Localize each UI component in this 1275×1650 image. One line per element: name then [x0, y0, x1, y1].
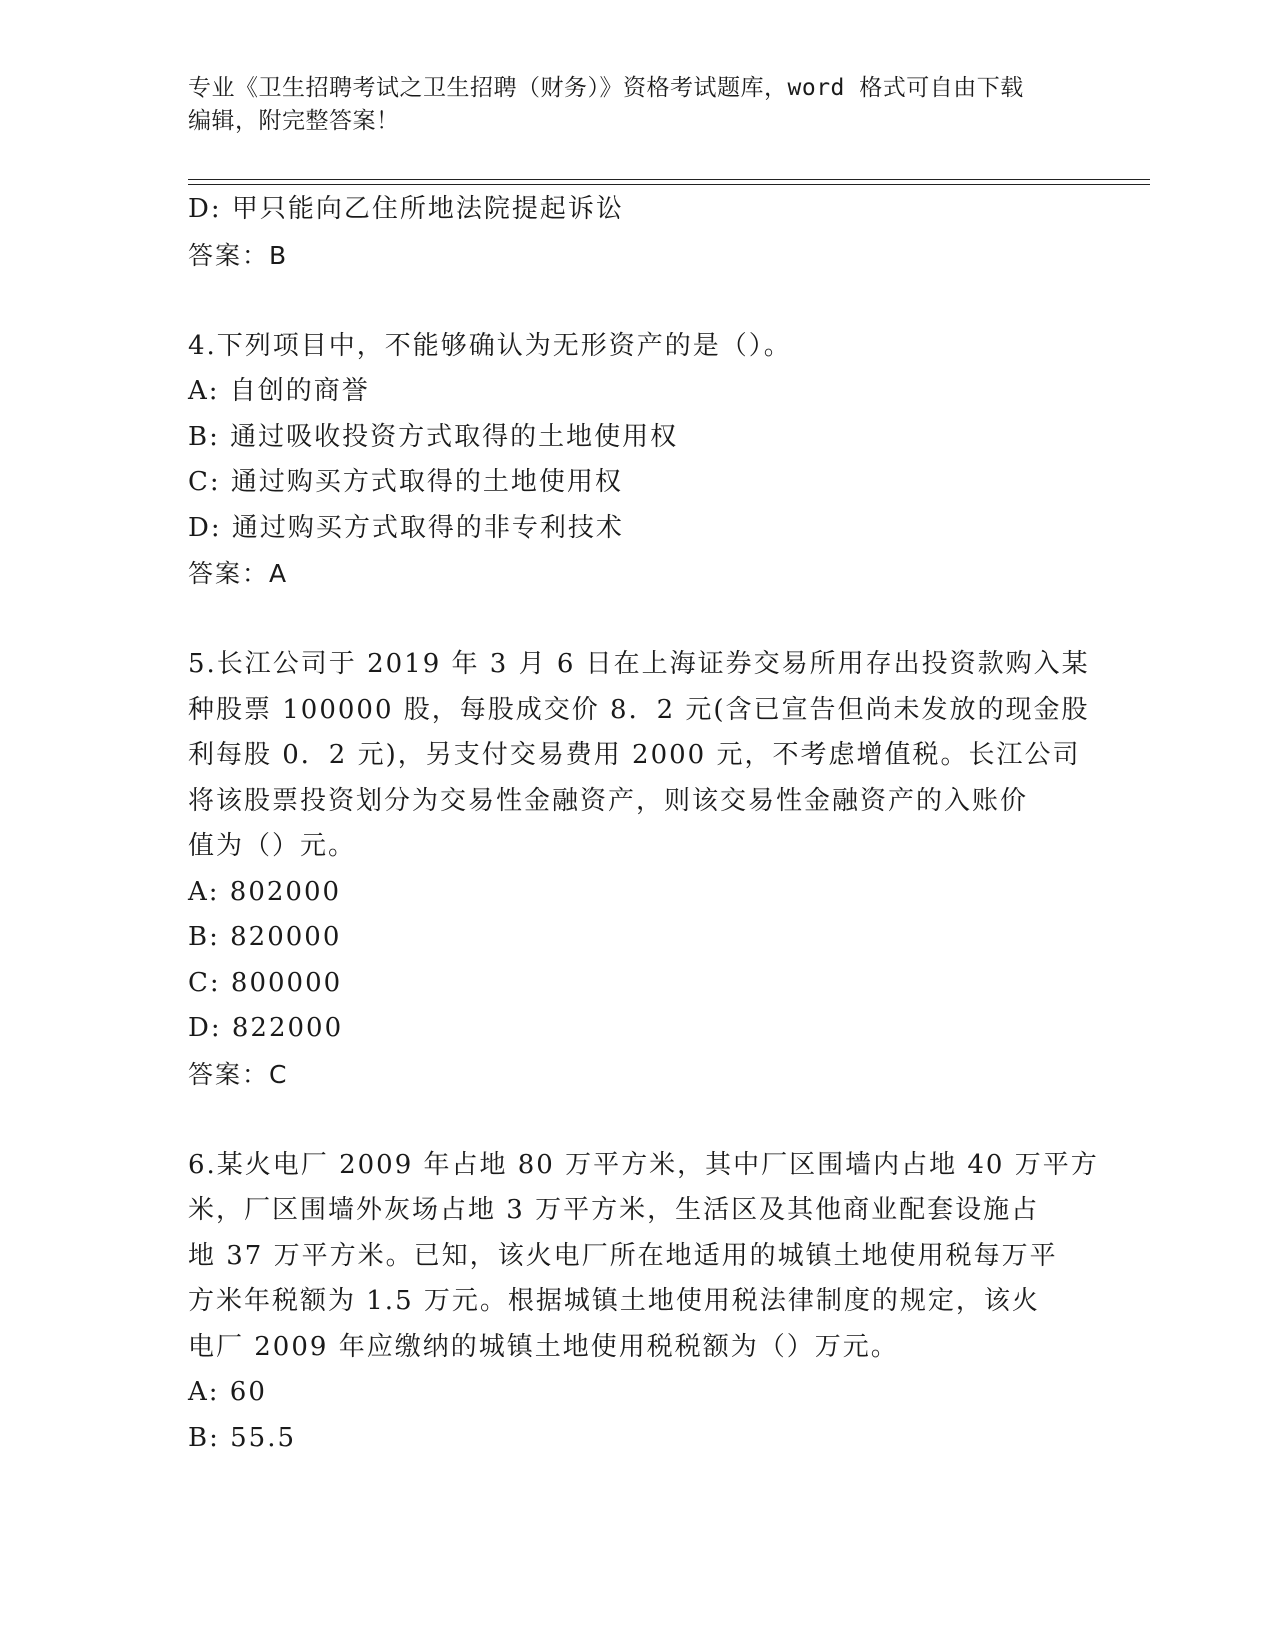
question-6: [188, 1143, 1099, 1462]
option-d: D: 甲只能向乙住所地法院提起诉讼: [188, 194, 624, 224]
question-stem-line: 电厂 2009 年应缴纳的城镇土地使用税税额为（）万元。: [188, 1331, 899, 1362]
option-b: B: 820000: [188, 922, 342, 952]
option-b: B: 通过吸收投资方式取得的土地使用权: [188, 421, 679, 452]
question-stem: 4.下列项目中，不能够确认为无形资产的是（）。: [188, 330, 792, 361]
spacer: [188, 597, 1088, 643]
question-stem-line: 6.某火电厂 2009 年占地 80 万平方米，其中厂区围墙内占地 40 万平方: [188, 1149, 1099, 1180]
header-line-2: 编辑，附完整答案！: [188, 108, 400, 134]
question-stem-line: 米，厂区围墙外灰场占地 3 万平方米，生活区及其他商业配套设施占: [188, 1195, 1040, 1225]
option-b: B: 55.5: [188, 1422, 297, 1453]
answer: 答案：C: [188, 1059, 289, 1089]
spacer: [188, 1097, 1088, 1143]
option-c: C: 通过购买方式取得的土地使用权: [188, 467, 623, 497]
question-list: [188, 187, 1099, 1461]
question-stem-line: 方米年税额为 1.5 万元。根据城镇土地使用税法律制度的规定，该火: [188, 1286, 1040, 1316]
option-a: A: 自创的商誉: [188, 376, 370, 406]
document-header: [188, 72, 1068, 138]
header-line-1: 专业《卫生招聘考试之卫生招聘（财务）》资格考试题库，word 格式可自由下载: [188, 75, 1024, 101]
question-stem-line: 利每股 0．2 元)，另支付交易费用 2000 元，不考虑增值税。长江公司: [188, 740, 1081, 770]
answer: 答案：B: [188, 240, 289, 270]
question-stem-line: 将该股票投资划分为交易性金融资产，则该交易性金融资产的入账价: [188, 785, 1029, 816]
spacer: [188, 278, 1088, 324]
header-divider-bottom: [188, 184, 1150, 185]
question-3: [188, 187, 1088, 278]
option-d: D: 822000: [188, 1013, 344, 1043]
question-stem-line: 地 37 万平方米。已知，该火电厂所在地适用的城镇土地使用税每万平: [188, 1240, 1058, 1271]
question-stem-line: 值为（）元。: [188, 831, 357, 861]
header-divider-top: [188, 179, 1150, 180]
option-a: A: 60: [188, 1377, 267, 1407]
option-d: D: 通过购买方式取得的非专利技术: [188, 512, 624, 543]
option-a: A: 802000: [188, 876, 342, 907]
question-stem-line: 种股票 100000 股，每股成交价 8．2 元(含已宣告但尚未发放的现金股: [188, 694, 1090, 725]
option-c: C: 800000: [188, 967, 343, 998]
answer: 答案：A: [188, 559, 289, 588]
question-4: [188, 324, 1088, 597]
question-5: [188, 642, 1088, 1097]
question-stem-line: 5.长江公司于 2019 年 3 月 6 日在上海证券交易所用存出投资款购入某: [188, 649, 1090, 679]
